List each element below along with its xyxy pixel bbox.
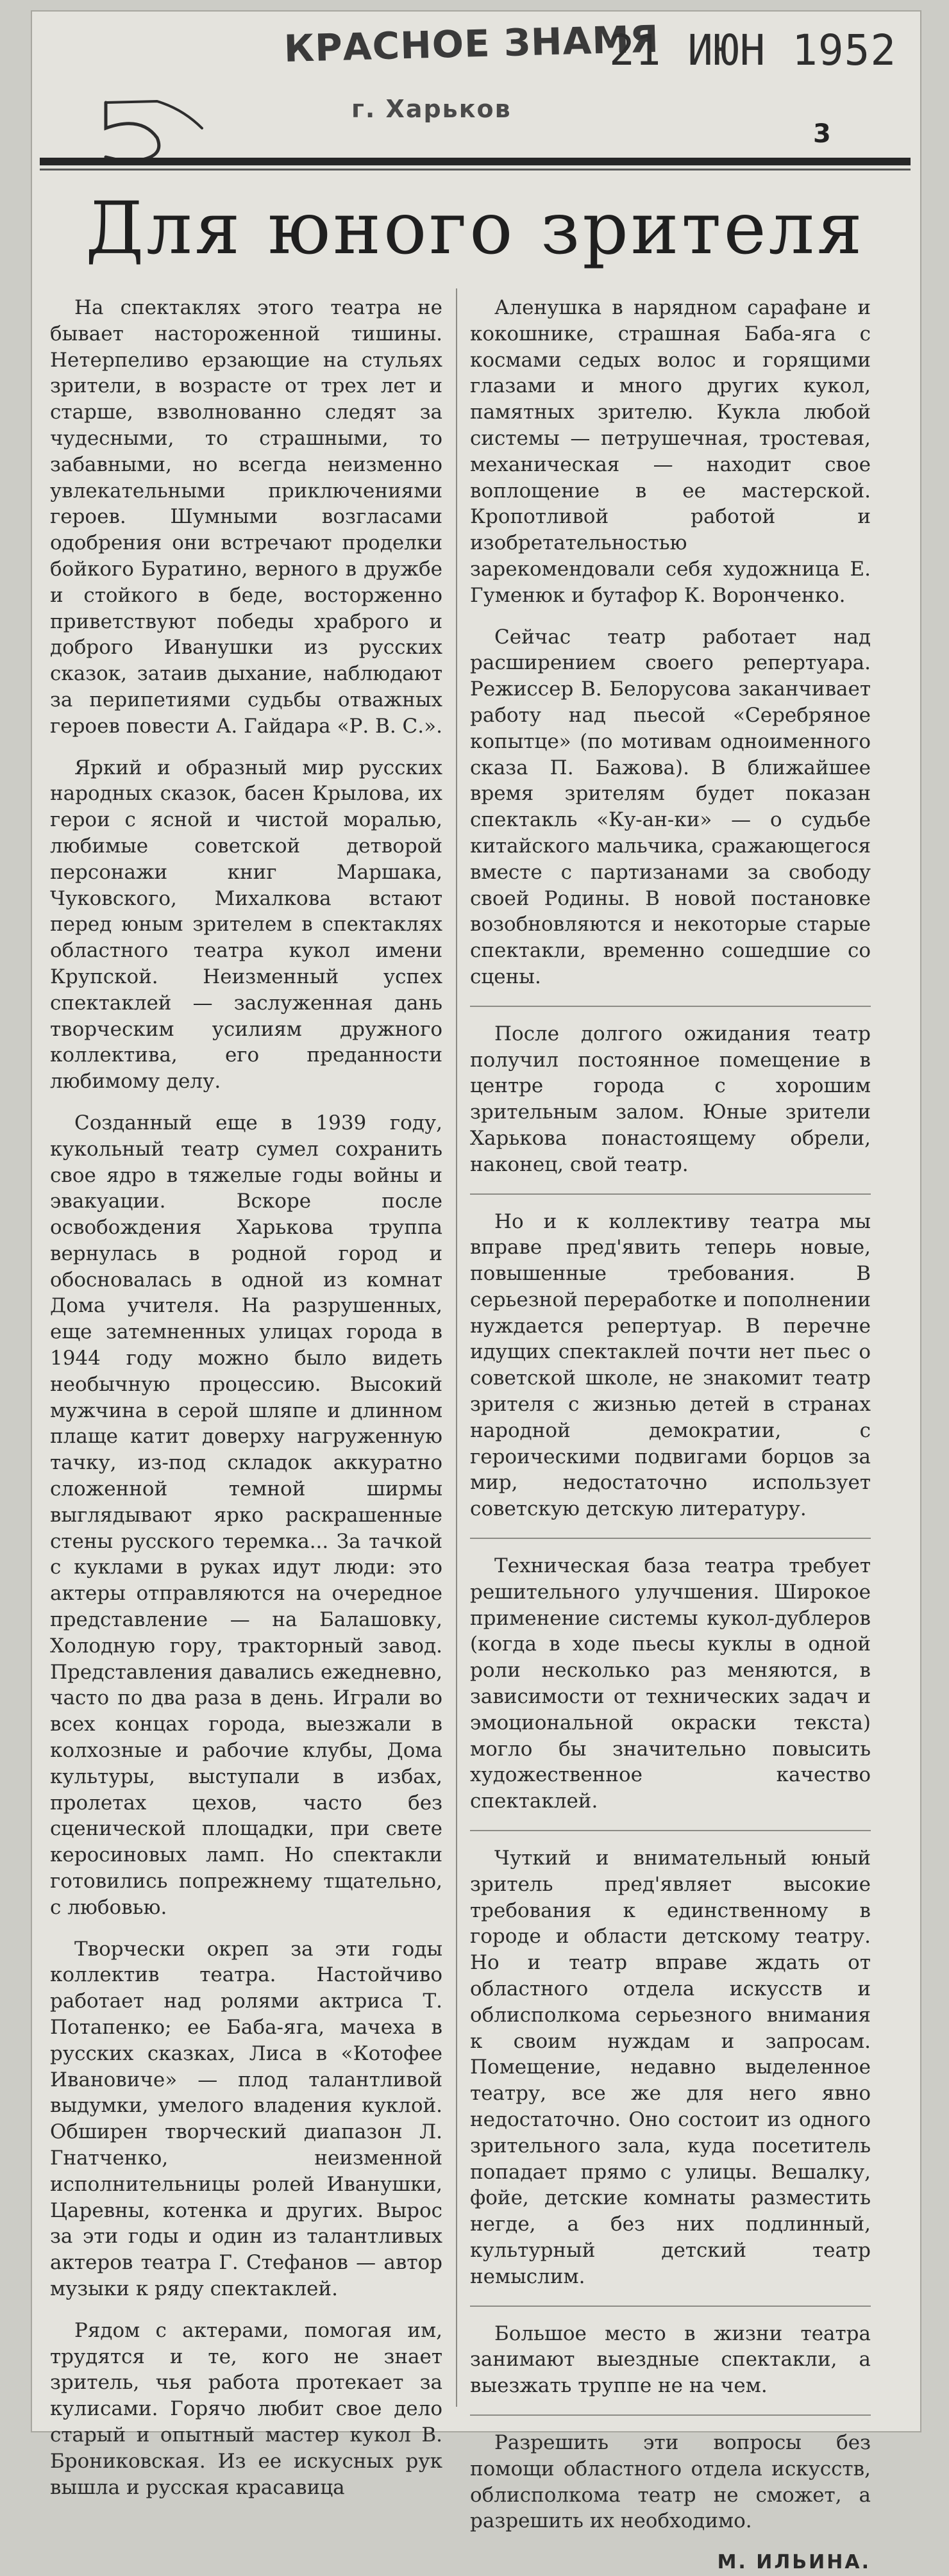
header-rule-thin <box>40 169 911 170</box>
handwritten-mark <box>80 90 208 167</box>
page-number: 3 <box>813 119 831 149</box>
article-column-right <box>470 295 871 2576</box>
stamp-newspaper-name: КРАСНОЕ ЗНАМЯ <box>283 17 660 71</box>
paragraph: Но и к коллективу театра мы вправе пред'явить теперь новые, повышенные требования. В серьезной переработке и пополнении нуждается репертуар. В перечне идущих спектаклей почти нет пьес о советской школе, не знакомит театр зрителя с жизнью детей в странах народной демократии, с героическими подвигами борцов за мир, недостаточно использует советскую детскую литературу. <box>470 1209 871 1521</box>
paragraph: Чуткий и внимательный юный зритель пред'являет высокие требования к единственному в городе и области детскому театру. Но и театр вправе ждать от областного отдела искусств и облисполкома серьезного внимания к своим нуждам и запросам. Помещение, недавно выделенное театру, все же для него явно недостаточно. Оно состоит из одного зрительного зала, куда посетитель попадает прямо с улицы. Вешалку, фойе, детские комнаты разместить негде, а без них подлинный, культурный детский театр немыслим. <box>470 1847 871 2288</box>
paragraph: На спектаклях этого театра не бывает настороженной тишины. Нетерпеливо ерзающие на стульях зрители, в возрасте от трех лет и старше, взволнованно следят за чудесными, то страшными, то забавными, но всегда неизменно увлекательными приключениями героев. Шумными возгласами одобрения они встречают проделки бойкого Буратино, верного в дружбе и стойкого в беде, восторженно приветствуют победы храброго и доброго Иванушки из русских сказок, затаив дыхание, наблюдают за перипетиями судьбы отважных героев повести А. Гайдара «Р. В. С.». <box>50 296 442 738</box>
paragraph: Разрешить эти вопросы без помощи областного отдела искусств, облисполкома театр не сможет, а разрешить их необходимо. <box>470 2431 871 2533</box>
section-rule <box>470 1830 871 1831</box>
paragraph: Большое место в жизни театра занимают выездные спектакли, а выезжать труппе не на чем. <box>470 2322 871 2398</box>
section-rule <box>470 1538 871 1539</box>
paragraph: Аленушка в нарядном сарафане и кокошнике, страшная Баба-яга с космами седых волос и горящими глазами и много других кукол, памятных зрителю. Кукла любой системы — петрушечная, тростевая, механическая — находит свое воплощение в ее мастерской. Кропотливой работой и изобретательностью зарекомендовали себя художница Е. Гуменюк и бутафор К. Воронченко. <box>470 296 871 607</box>
header-rule <box>40 158 911 165</box>
article-headline: Для юного зрителя <box>85 187 865 270</box>
paragraph: Рядом с актерами, помогая им, трудятся и те, кого не знает зритель, чья работа протекает за кулисами. Горячо любит свое дело старый и опытный мастер кукол В. Брониковская. Из ее искусных рук вышла и русская красавица <box>50 2318 442 2499</box>
column-divider <box>456 288 457 2407</box>
section-rule <box>470 1006 871 1007</box>
stamp-date: 21 ИЮН 1952 <box>609 26 897 75</box>
section-rule <box>470 2414 871 2416</box>
author-signature: М. ИЛЬИНА. <box>717 2551 871 2574</box>
stamp-city: г. Харьков <box>351 95 512 123</box>
section-rule <box>470 2306 871 2307</box>
paragraph: Яркий и образный мир русских народных сказок, басен Крылова, их герои с ясной и чистой моралью, любимые советской детворой персонажи книг Маршака, Чуковского, Михалкова встают перед юным зрителем в спектаклях областного театра кукол имени Крупской. Неизменный успех спектаклей — заслуженная дань творческим усилиям дружного коллектива, его преданности любимому делу. <box>50 756 442 1093</box>
paragraph: Сейчас театр работает над расширением своего репертуара. Режиссер В. Белорусова заканчивает работу над пьесой «Серебряное копытце» (по мотивам одноименного сказа П. Бажова). В ближайшее время зрителям будет показан спектакль «Ку-ан-ки» — о судьбе китайского мальчика, сражающегося вместе с партизанами за свободу своей Родины. В новой постановке возобновляются и некоторые старые спектакли, временно сошедшие со сцены. <box>470 625 871 988</box>
paragraph: Творчески окреп за эти годы коллектив театра. Настойчиво работает над ролями актриса Т. Потапенко; ее Баба-яга, мачеха в русских сказках, Лиса в «Котофее Ивановиче» — плод талантливой выдумки, умелого владения куклой. Обширен творческий диапазон Л. Гнатченко, неизменной исполнительницы ролей Иванушки, Царевны, котенка и других. Вырос за эти годы и один из талантливых актеров театра Г. Стефанов — автор музыки к ряду спектаклей. <box>50 1937 442 2300</box>
section-rule <box>470 1193 871 1195</box>
paragraph: Техническая база театра требует решительного улучшения. Широкое применение системы кукол-дублеров (когда в ходе пьесы куклы в одной роли несколько раз меняются, в зависимости от технических задач и эмоциональной окраски текста) могло бы значительно повысить художественное качество спектаклей. <box>470 1554 871 1813</box>
paragraph: Созданный еще в 1939 году, кукольный театр сумел сохранить свое ядро в тяжелые годы войны и эвакуации. Вскоре после освобождения Харькова труппа вернулась в родной город и обосновалась в одной из комнат Дома учителя. На разрушенных, еще затемненных улицах города в 1944 году можно было видеть необычную процессию. Высокий мужчина в серой шляпе и длинном плаще катит доверху нагруженную тачку, из-под складок аккуратно сложенной темной ширмы выглядывают ярко раскрашенные стены русского теремка... За тачкой с куклами в руках идут люди: это актеры отправляются на очередное представление — на Балашовку, Холодную гору, тракторный завод. Представления давались ежедневно, часто по два раза в день. Играли во всех концах города, выезжали в колхозные и рабочие клубы, Дома культуры, выступали в избах, пролетах цехов, часто без сценической площадки, при свете керосиновых ламп. Но спектакли готовились попрежнему тщательно, с любовью. <box>50 1111 442 1919</box>
paragraph: После долгого ожидания театр получил постоянное помещение в центре города с хорошим зрительным залом. Юные зрители Харькова понастоящему обрели, наконец, свой театр. <box>470 1022 871 1176</box>
article-column-left <box>50 295 442 2516</box>
